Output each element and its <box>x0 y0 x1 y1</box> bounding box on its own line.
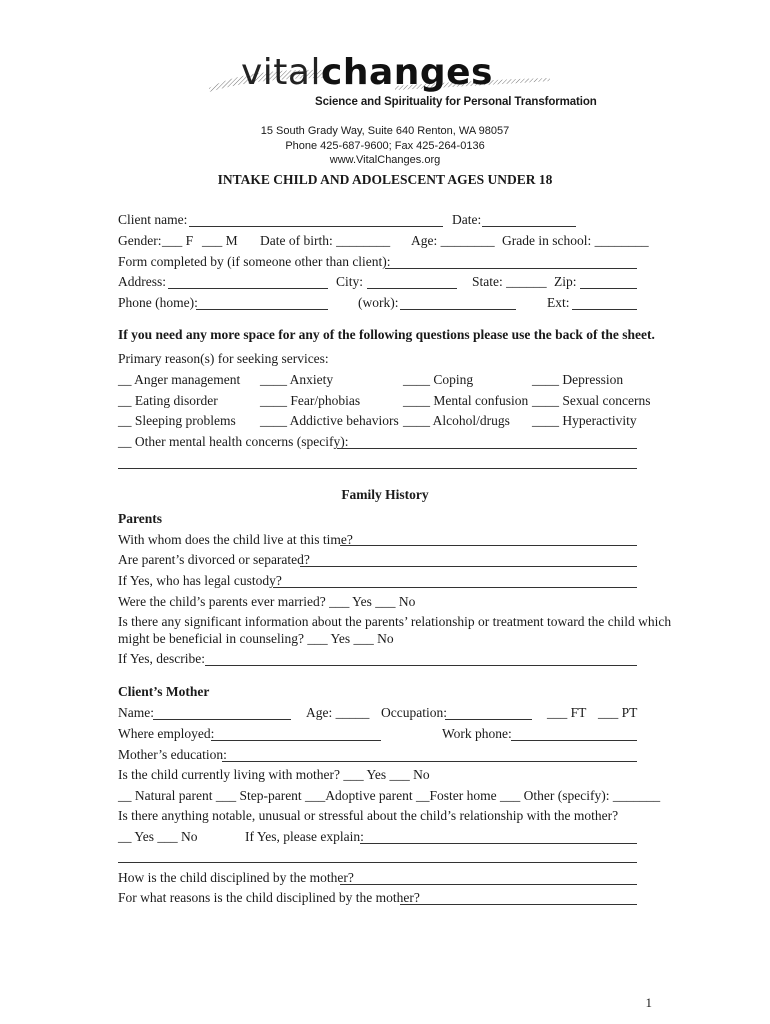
mother-ft-option[interactable]: ___ FT <box>547 705 587 720</box>
tagline: Science and Spirituality for Personal Transformation <box>315 96 597 108</box>
disciplined-how-field[interactable] <box>340 884 637 885</box>
reason-other-field[interactable] <box>337 448 637 449</box>
explain-label: If Yes, please explain: <box>245 829 364 844</box>
age-field[interactable]: Age: ________ <box>411 233 495 248</box>
logo-text-heavy: changes <box>320 52 493 93</box>
significant-question-line2[interactable]: might be beneficial in counseling? ___ Yes ___ No <box>118 631 394 646</box>
zip-field[interactable] <box>580 288 637 289</box>
work-label: (work): <box>358 295 399 310</box>
reason-coping[interactable]: ____ Coping <box>403 372 474 387</box>
address-field[interactable] <box>168 288 328 289</box>
reason-alcohol[interactable]: ____ Alcohol/drugs <box>403 413 510 428</box>
mother-work-phone-field[interactable] <box>511 740 637 741</box>
notable-yes-no[interactable]: __ Yes ___ No <box>118 829 198 844</box>
parent-type-options[interactable]: __ Natural parent ___ Step-parent ___Adoptive parent __Foster home ___ Other (specify): _______ <box>118 788 661 803</box>
city-field[interactable] <box>367 288 457 289</box>
reason-anxiety[interactable]: ____ Anxiety <box>260 372 334 387</box>
mother-employed-field[interactable] <box>211 740 381 741</box>
client-name-label: Client name: <box>118 212 188 227</box>
client-name-field[interactable] <box>189 226 443 227</box>
notable-question: Is there anything notable, unusual or stressful about the child’s relationship with the mother? <box>118 808 619 823</box>
mother-work-phone-label: Work phone: <box>442 726 512 741</box>
live-with-label: With whom does the child live at this time? <box>118 532 353 547</box>
reason-anger[interactable]: __ Anger management <box>118 372 241 387</box>
reasons-heading: Primary reason(s) for seeking services: <box>118 351 329 366</box>
reason-other-label[interactable]: __ Other mental health concerns (specify): <box>118 434 349 449</box>
city-label: City: <box>336 274 364 289</box>
page-number: 1 <box>645 995 652 1010</box>
dob-field[interactable]: Date of birth: ________ <box>260 233 391 248</box>
custody-label: If Yes, who has legal custody? <box>118 573 282 588</box>
significant-question-line1: Is there any significant information about the parents’ relationship or treatment toward the child which <box>118 614 672 629</box>
instruction-text: If you need any more space for any of the following questions please use the back of the sheet. <box>118 327 655 342</box>
describe-label: If Yes, describe: <box>118 651 205 666</box>
state-field[interactable]: State: ______ <box>472 274 547 289</box>
ext-field[interactable] <box>572 309 637 310</box>
mother-education-label: Mother’s education: <box>118 747 227 762</box>
mother-pt-option[interactable]: ___ PT <box>598 705 638 720</box>
disciplined-how-label: How is the child disciplined by the mother? <box>118 870 354 885</box>
married-question[interactable]: Were the child’s parents ever married? ___ Yes ___ No <box>118 594 416 609</box>
logo-text-light: vital <box>241 52 321 93</box>
date-label: Date: <box>452 212 482 227</box>
parents-heading: Parents <box>118 511 162 526</box>
reason-depression[interactable]: ____ Depression <box>532 372 624 387</box>
address-label: Address: <box>118 274 166 289</box>
disciplined-why-field[interactable] <box>400 904 637 905</box>
ext-label: Ext: <box>547 295 570 310</box>
logo-wordmark <box>241 52 493 93</box>
live-with-field[interactable] <box>340 545 637 546</box>
form-completed-by-label: Form completed by (if someone other than client): <box>118 254 391 269</box>
reason-sleeping[interactable]: __ Sleeping problems <box>118 413 236 428</box>
reason-sexual[interactable]: ____ Sexual concerns <box>532 393 651 408</box>
vitalchanges-logo <box>205 50 565 100</box>
describe-field[interactable] <box>205 665 637 666</box>
reason-eating[interactable]: __ Eating disorder <box>118 393 218 408</box>
phone-home-label: Phone (home): <box>118 295 198 310</box>
website-line: www.VitalChanges.org <box>329 154 441 166</box>
living-with-mother-question[interactable]: Is the child currently living with mother? ___ Yes ___ No <box>118 767 430 782</box>
explain-field-2[interactable] <box>118 862 637 863</box>
mother-occupation-label: Occupation: <box>381 705 447 720</box>
mother-occupation-field[interactable] <box>445 719 532 720</box>
form-completed-by-field[interactable] <box>385 268 637 269</box>
grade-field[interactable]: Grade in school: ________ <box>502 233 649 248</box>
disciplined-why-label: For what reasons is the child disciplined by the mother? <box>118 890 420 905</box>
form-title: INTAKE CHILD AND ADOLESCENT AGES UNDER 18 <box>217 172 553 187</box>
zip-label: Zip: <box>554 274 577 289</box>
family-history-title: Family History <box>341 487 429 502</box>
mother-name-label: Name: <box>118 705 154 720</box>
reason-hyperactivity[interactable]: ____ Hyperactivity <box>532 413 637 428</box>
phone-fax-line: Phone 425-687-9600; Fax 425-264-0136 <box>285 140 485 152</box>
work-phone-field[interactable] <box>400 309 516 310</box>
gender-f-option[interactable]: ___ F <box>162 233 194 248</box>
date-field[interactable] <box>482 226 576 227</box>
address-line: 15 South Grady Way, Suite 640 Renton, WA 98057 <box>260 125 510 137</box>
gender-label: Gender: <box>118 233 162 248</box>
reason-other-field-2[interactable] <box>118 468 637 469</box>
custody-field[interactable] <box>273 587 637 588</box>
phone-home-field[interactable] <box>196 309 328 310</box>
reason-confusion[interactable]: ____ Mental confusion <box>403 393 529 408</box>
reason-fear[interactable]: ____ Fear/phobias <box>260 393 361 408</box>
mother-education-field[interactable] <box>222 761 637 762</box>
divorced-field[interactable] <box>300 566 637 567</box>
mother-employed-label: Where employed: <box>118 726 215 741</box>
mother-age-field[interactable]: Age: _____ <box>306 705 370 720</box>
divorced-label: Are parent’s divorced or separated? <box>118 552 310 567</box>
mother-name-field[interactable] <box>153 719 291 720</box>
reason-addictive[interactable]: ____ Addictive behaviors <box>260 413 399 428</box>
mother-heading: Client’s Mother <box>118 684 210 699</box>
gender-m-option[interactable]: ___ M <box>202 233 238 248</box>
explain-field[interactable] <box>360 843 637 844</box>
